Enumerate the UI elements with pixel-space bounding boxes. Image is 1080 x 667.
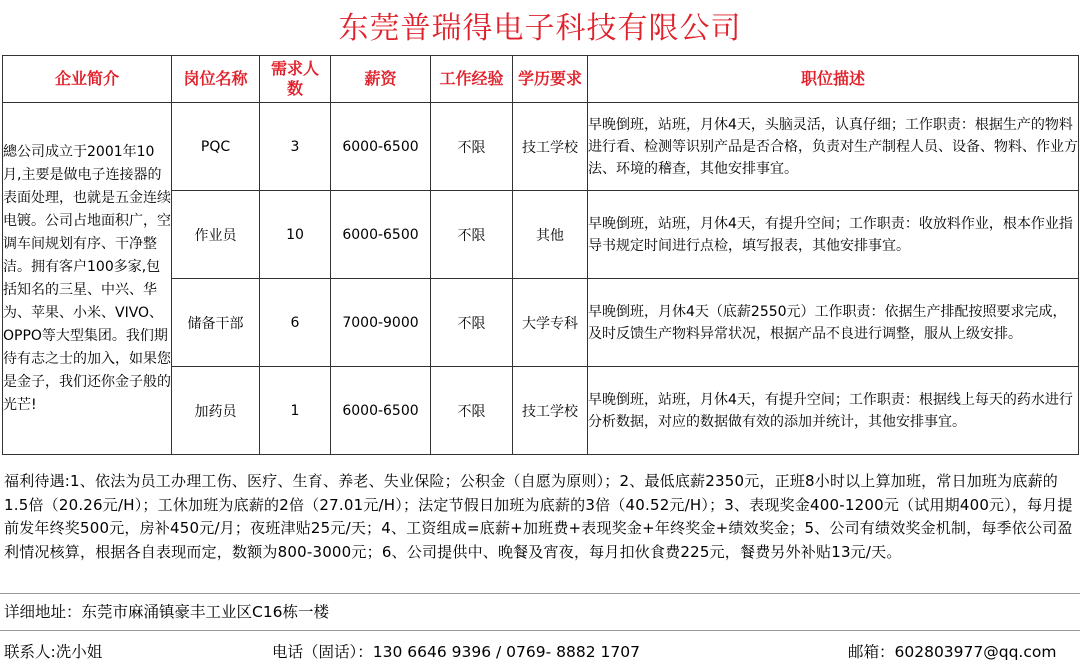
job-count: 6 <box>260 279 331 367</box>
job-experience: 不限 <box>431 279 513 367</box>
job-education: 技工学校 <box>513 103 588 191</box>
divider <box>0 593 1080 594</box>
job-education: 大学专科 <box>513 279 588 367</box>
job-salary: 6000-6500 <box>331 191 431 279</box>
job-experience: 不限 <box>431 367 513 455</box>
job-description: 早晚倒班，站班，月休4天，有提升空间；工作职责：根据线上每天的药水进行分析数据，对应的数据做有效的添加并统计，其他安排事宜。 <box>588 367 1079 455</box>
contact-person: 联系人:冼小姐 <box>4 643 103 661</box>
address-text: 详细地址：东莞市麻涌镇豪丰工业区C16栋一楼 <box>4 603 330 621</box>
job-experience: 不限 <box>431 103 513 191</box>
job-position: 作业员 <box>172 191 260 279</box>
company-title: 东莞普瑞得电子科技有限公司 <box>338 11 742 46</box>
job-salary: 7000-9000 <box>331 279 431 367</box>
header-count-text: 需求人数 <box>270 59 319 98</box>
table-row <box>3 103 1079 191</box>
job-description: 早晚倒班，站班，月休4天，头脑灵活，认真仔细；工作职责：根据生产的物料进行看、检测等识别产品是否合格，负责对生产制程人员、设备、物料、作业方法、环境的稽查，其他安排事宜。 <box>588 103 1079 191</box>
job-salary: 6000-6500 <box>331 103 431 191</box>
job-count: 10 <box>260 191 331 279</box>
company-intro: 總公司成立于2001年10月,主要是做电子连接器的表面处理，也就是五金连续电镀。公司占地面积广，空调车间规划有序、干净整洁。拥有客户100多家,包括知名的三星、中兴、华为、苹果、小米、VIVO、OPPO等大型集团。我们期待有志之士的加入，如果您是金子，我们还你金子般的光芒! <box>3 103 172 455</box>
header-experience: 工作经验 <box>431 56 513 103</box>
job-position: 加药员 <box>172 367 260 455</box>
header-education: 学历要求 <box>513 56 588 103</box>
job-experience: 不限 <box>431 191 513 279</box>
welfare-text: 福利待遇:1、依法为员工办理工伤、医疗、生育、养老、失业保险；公积金（自愿为原则）；2、最低底薪2350元，正班8小时以上算加班，常日加班为底薪的1.5倍（20.26元/H）；工休加班为底薪的2倍（27.01元/H）；法定节假日加班为底薪的3倍（40.52元/H）；3、表现奖金400-1200元（试用期400元），每月提前发年终奖500元，房补450元/月；夜班津贴25元/天；4、工资组成=底薪+加班费+表现奖金+年终奖金+绩效奖金；5、公司有绩效奖金机制，每季依公司盈利情况核算，根据各自表现而定，数额为800-3000元；6、公司提供中、晚餐及宵夜，每月扣伙食费225元，餐费另外补贴13元/天。 <box>4 472 1073 561</box>
table-header-row <box>3 56 1079 103</box>
job-count: 3 <box>260 103 331 191</box>
job-salary: 6000-6500 <box>331 367 431 455</box>
jobs-table <box>2 55 1079 455</box>
job-education: 技工学校 <box>513 367 588 455</box>
divider <box>0 630 1080 631</box>
header-description: 职位描述 <box>588 56 1079 103</box>
job-description: 早晚倒班，站班，月休4天，有提升空间；工作职责：收放料作业，根本作业指导书规定时间进行点检，填写报表，其他安排事宜。 <box>588 191 1079 279</box>
job-position: PQC <box>172 103 260 191</box>
job-description: 早晚倒班，月休4天（底薪2550元）工作职责：依据生产排配按照要求完成，及时反馈生产物料异常状况，根据产品不良进行调整，服从上级安排。 <box>588 279 1079 367</box>
job-count: 1 <box>260 367 331 455</box>
header-count <box>260 56 331 103</box>
header-position: 岗位名称 <box>172 56 260 103</box>
job-position: 储备干部 <box>172 279 260 367</box>
header-intro: 企业简介 <box>3 56 172 103</box>
contact-phone: 电话（固话）：130 6646 9396 / 0769- 8882 1707 <box>272 643 640 661</box>
contact-email: 邮箱：602803977@qq.com <box>848 643 1057 661</box>
job-education: 其他 <box>513 191 588 279</box>
header-salary: 薪资 <box>331 56 431 103</box>
